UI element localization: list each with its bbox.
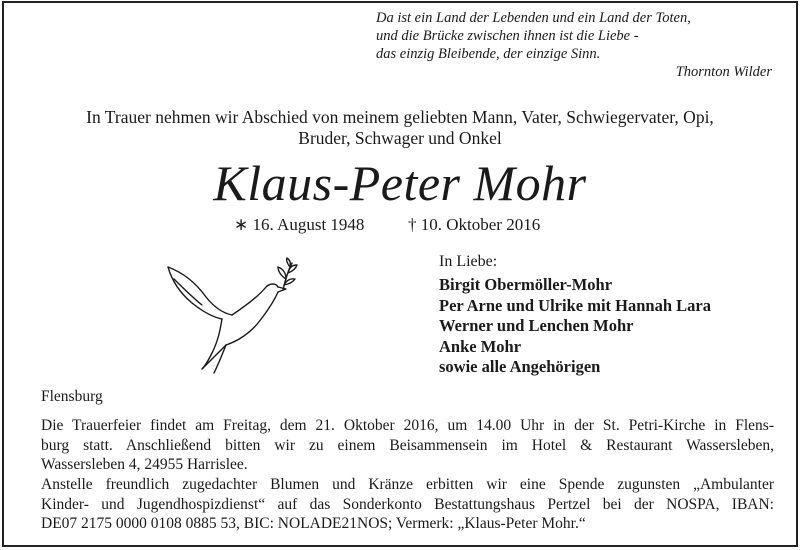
dove-with-olive-branch-icon: [162, 257, 298, 377]
quote-line: Da ist ein Land der Lebenden und ein Land der Toten,: [376, 10, 691, 26]
death-date: † 10. Oktober 2016: [408, 215, 541, 234]
intro-line: In Trauer nehmen wir Abschied von meinem geliebten Mann, Vater, Schwiegervater, Opi,: [86, 107, 714, 127]
mourner-name: sowie alle Angehörigen: [439, 357, 601, 376]
mourner-name: Anke Mohr: [439, 336, 522, 356]
deceased-name: Klaus-Peter Mohr: [213, 155, 587, 211]
quote-line: das einzig Bleibende, der einzige Sinn.: [376, 46, 601, 62]
mourners-intro: In Liebe:: [439, 253, 498, 270]
birth-date: ∗ 16. August 1948: [234, 215, 365, 234]
intro-line: Bruder, Schwager und Onkel: [298, 128, 502, 148]
city: Flensburg: [41, 388, 103, 405]
obituary-notice: [2, 1, 798, 547]
mourner-name: Werner und Lenchen Mohr: [439, 316, 634, 335]
funeral-info: [41, 416, 774, 475]
mourning-intro: [4, 107, 796, 149]
donation-info-line: DE07 2175 0000 0108 0885 53, BIC: NOLADE21NOS; Vermerk: „Klaus-Peter Mohr.“: [41, 515, 586, 532]
mourner-name: Birgit Obermöller-Mohr: [439, 275, 613, 294]
funeral-info-line: Die Trauerfeier findet am Freitag, dem 21. Oktober 2016, um 14.00 Uhr in der St. Petri-Kirche in Flens-: [41, 417, 774, 434]
donation-info: [41, 475, 774, 534]
funeral-info-line: Wassersleben 4, 24955 Harrislee.: [41, 456, 248, 473]
mourners-list: [439, 275, 711, 378]
epigraph-quote: [376, 9, 772, 81]
donation-info-line: Kinder- und Jugendhospizdienst“ auf das Sonderkonto Bestattungshaus Pertzel bei der NOSPA, IBAN:: [41, 495, 774, 513]
mourner-name: Per Arne und Ulrike mit Hannah Lara: [439, 295, 711, 315]
quote-author: Thornton Wilder: [675, 64, 772, 80]
donation-info-line: Anstelle freundlich zugedachter Blumen und Kränze erbitten wir eine Spende zugunsten „Ambulanter: [41, 476, 774, 493]
quote-line: und die Brücke zwischen ihnen ist die Liebe -: [376, 28, 639, 44]
funeral-info-line: burg statt. Anschließend bitten wir zu einem Beisammensein im Hotel & Restaurant Wassersleben,: [41, 436, 774, 454]
